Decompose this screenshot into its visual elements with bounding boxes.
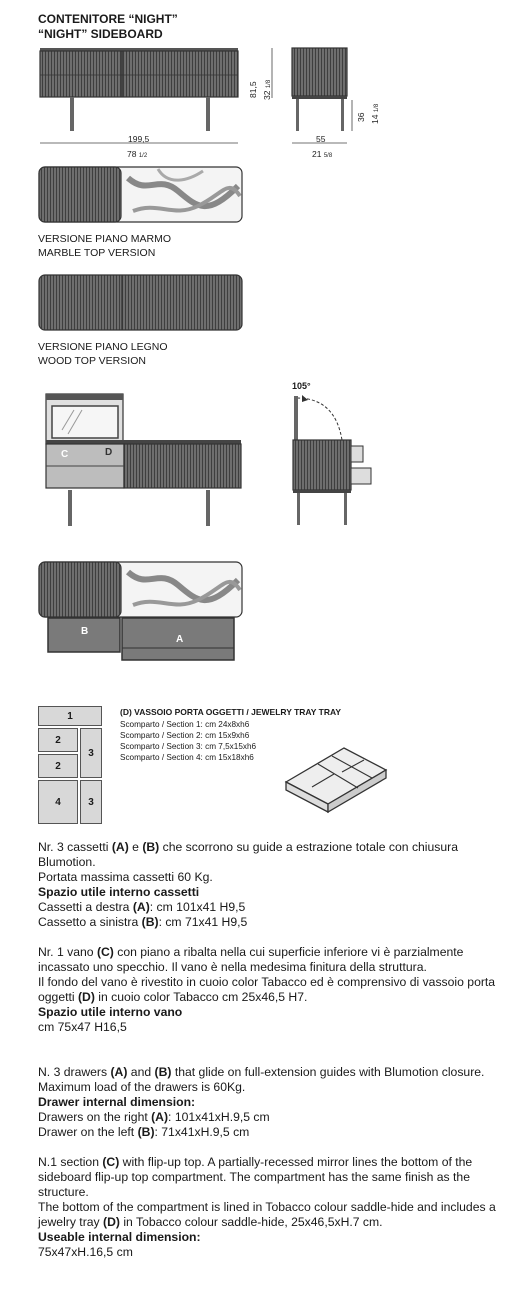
text-run: Drawer on the left	[38, 1125, 138, 1139]
text-run: (A)	[132, 900, 150, 914]
text-run: in Tobacco colour saddle-hide, 25x46,5xH.7 cm.	[119, 1215, 383, 1229]
text-run: Nr. 1 vano	[38, 945, 97, 959]
title-english: “NIGHT” SIDEBOARD	[38, 27, 163, 41]
english-description	[38, 1065, 514, 1260]
en-compartment-dim: 75x47xH.16,5 cm	[38, 1245, 133, 1259]
title-italian: CONTENITORE “NIGHT”	[38, 12, 178, 26]
text-run: The bottom of the compartment is lined in Tobacco colour saddle-hide and includes a jewelry tray	[38, 1200, 496, 1229]
text-run: that glide on full-extension guides with Blumotion closure.	[171, 1065, 485, 1079]
text-run: e	[128, 840, 143, 854]
height-cm-label: 81,5	[248, 81, 258, 98]
text-run: (B)	[142, 840, 160, 854]
label-a: A	[176, 634, 184, 645]
depth-cm-label: 55	[316, 134, 326, 144]
text-run: and	[127, 1065, 155, 1079]
tray-section-line: Scomparto / Section 1: cm 24x8xh6	[120, 720, 250, 729]
text-run: (A)	[111, 840, 129, 854]
tray-section-line: Scomparto / Section 2: cm 15x9xh6	[120, 731, 250, 740]
it-drawer-left	[38, 915, 514, 930]
wood-caption-it: VERSIONE PIANO LEGNO	[38, 341, 168, 353]
label-d: D	[105, 447, 113, 458]
tray-title: (D) VASSOIO PORTA OGGETTI / JEWELRY TRAY TRAY	[120, 707, 342, 717]
label-c: C	[61, 449, 69, 460]
sideboard-side-view	[272, 48, 352, 143]
width-in-fraction: 1/2	[138, 153, 148, 159]
text-run: (B)	[137, 1125, 155, 1139]
top-view-open-drawers-drawing	[38, 560, 243, 662]
en-drawer-left	[38, 1125, 514, 1140]
text-run: : 101x41xH.9,5 cm	[168, 1110, 270, 1124]
tray-section-line: Scomparto / Section 3: cm 7,5x15xh6	[120, 742, 257, 751]
text-run: (B)	[154, 1065, 172, 1079]
en-drawers-paragraph	[38, 1065, 514, 1080]
text-run: Nr. 3 cassetti	[38, 840, 112, 854]
width-in-value: 78	[127, 149, 137, 159]
sideboard-front-view	[40, 48, 238, 143]
it-compartment-dim: cm 75x47 H16,5	[38, 1020, 127, 1034]
text-run: Drawers on the right	[38, 1110, 152, 1124]
marble-top-drawing	[38, 166, 243, 224]
wood-caption-en: WOOD TOP VERSION	[38, 355, 146, 367]
text-run: N. 3 drawers	[38, 1065, 111, 1079]
height-in-fraction: 1/8	[266, 79, 272, 89]
text-run: (D)	[77, 990, 95, 1004]
text-run: Il fondo del vano è rivestito in cuoio color Tabacco ed è comprensivo di vassoio porta oggetti	[38, 975, 496, 1004]
en-drawers-heading: Drawer internal dimension:	[38, 1095, 196, 1109]
width-in-label	[127, 149, 147, 159]
tray-section-3a: 3	[80, 728, 102, 778]
text-run: che scorrono su guide a estrazione totale con chiusura Blumotion.	[38, 840, 459, 869]
depth-in-value: 21	[312, 149, 322, 159]
height-in-value: 32	[262, 90, 272, 100]
en-compartment-heading: Useable internal dimension:	[38, 1230, 201, 1244]
it-compartment-heading: Spazio utile interno vano	[38, 1005, 183, 1019]
open-front-view-drawing	[40, 390, 245, 530]
leg-in-fraction: 1/8	[374, 103, 380, 113]
text-run: : cm 101x41 H9,5	[149, 900, 246, 914]
height-in-label	[262, 80, 272, 100]
depth-in-label	[312, 149, 332, 159]
text-run: (C)	[96, 945, 114, 959]
leg-cm-label: 36	[356, 112, 366, 122]
width-cm-label: 199,5	[128, 134, 150, 144]
it-compartment-paragraph	[38, 945, 514, 975]
marble-caption-it: VERSIONE PIANO MARMO	[38, 233, 172, 245]
front-side-view-drawing	[30, 40, 390, 170]
marble-caption-en: MARBLE TOP VERSION	[38, 247, 156, 259]
leg-in-value: 14	[370, 114, 380, 124]
en-drawer-right	[38, 1110, 514, 1125]
wood-caption	[38, 340, 168, 368]
italian-description	[38, 840, 514, 1035]
wood-top-drawing	[38, 274, 243, 332]
en-compartment-paragraph	[38, 1155, 514, 1200]
it-drawers-paragraph	[38, 840, 514, 870]
leg-in-label	[370, 104, 380, 124]
tray-section-line: Scomparto / Section 4: cm 15x18xh6	[120, 753, 254, 762]
jewelry-tray-drawing	[282, 742, 390, 814]
text-run: Cassetti a destra	[38, 900, 133, 914]
angle-label: 105°	[292, 381, 311, 391]
text-run: (D)	[103, 1215, 120, 1229]
page-title	[38, 12, 178, 42]
text-run: Cassetto a sinistra	[38, 915, 142, 929]
text-run: (A)	[110, 1065, 128, 1079]
text-run: N.1 section	[38, 1155, 103, 1169]
tray-section-2a: 2	[38, 728, 78, 752]
text-run: (A)	[151, 1110, 169, 1124]
label-b: B	[81, 626, 89, 637]
en-compartment-lining	[38, 1200, 514, 1230]
tray-section-4: 4	[38, 780, 78, 824]
text-run: (B)	[141, 915, 159, 929]
text-run: with flip-up top. A partially-recessed mirror lines the bottom of the sideboard flip-up top compartment. The compartment has the same finish as the structure.	[38, 1155, 473, 1199]
text-run: con piano a ribalta nella cui superficie inferiore vi è parzialmente incassato uno specchio. Il vano è nella medesima finitura della struttura.	[38, 945, 464, 974]
tray-section-1: 1	[38, 706, 102, 726]
tray-section-3b: 3	[80, 780, 102, 824]
en-max-load: Maximum load of the drawers is 60Kg.	[38, 1080, 246, 1094]
flip-up-side-view-drawing	[280, 380, 380, 530]
text-run: : cm 71x41 H9,5	[158, 915, 248, 929]
it-max-load: Portata massima cassetti 60 Kg.	[38, 870, 213, 884]
it-drawers-heading: Spazio utile interno cassetti	[38, 885, 200, 899]
marble-caption	[38, 232, 171, 260]
tray-section-2b: 2	[38, 754, 78, 778]
it-compartment-lining	[38, 975, 514, 1005]
tray-grid	[38, 706, 104, 824]
text-run: (C)	[102, 1155, 120, 1169]
text-run: in cuoio color Tabacco cm 25x46,5 H7.	[94, 990, 308, 1004]
depth-in-fraction: 5/8	[323, 153, 333, 159]
it-drawer-right	[38, 900, 514, 915]
text-run: : 71x41xH.9,5 cm	[154, 1125, 250, 1139]
